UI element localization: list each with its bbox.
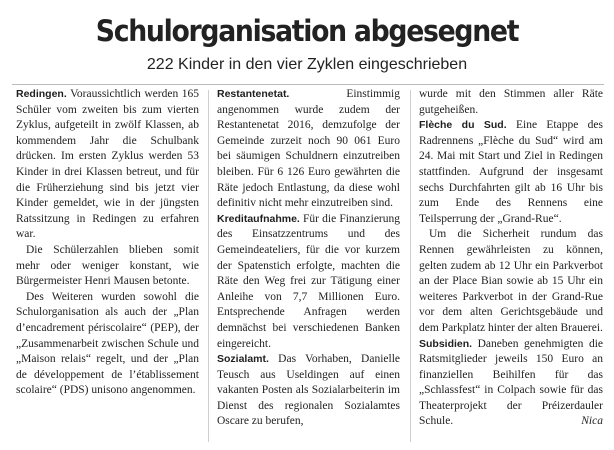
paragraph <box>217 212 400 352</box>
header-divider <box>12 84 604 85</box>
section-kicker: Flèche du Sud. <box>419 119 507 132</box>
dateline: Redingen. <box>16 88 67 100</box>
paragraph: Die Schülerzahlen blieben somit mehr oder weniger konstant, wie Bürgermeister Henri Mausen betonte. <box>16 243 199 288</box>
section-kicker: Subsidien. <box>419 337 473 350</box>
author-signature: Nica <box>581 415 603 428</box>
paragraph: Um die Sicherheit rundum das Rennen gewährleisten zu können, gelten zudem ab 12 Uhr ein Parkverbot an der Place Bian sowie ab 15 Uhr ein weiteres Parkverbot in der Grand-Rue vor dem alten Gerichtsgebäude und dem Parkplatz hinter der alten Brauerei. <box>419 228 603 334</box>
column-divider <box>208 90 209 442</box>
paragraph <box>217 352 400 430</box>
paragraph: Des Weiteren wurden sowohl die Schulorganisation als auch der „Plan d’encadrement périscolaire“ (PEP), der „Zusammenarbeit zwischen Schule und „Maison relais“ regelt, und der „Plan de développement de l’établissement scolaire“ (PDS) unisono angenommen. <box>16 290 199 397</box>
paragraph-text: Einstimmig angenommen wurde zudem der Restantenetat 2016, demzufolge der Gemeinde zurzeit noch 90 061 Euro bei säumigen Schuldnern einzutreiben bleiben. Für 6 126 Euro gewährten die Räte jedoch Entlastung, da diese wohl definitiv nicht mehr einzutreiben sind. <box>217 88 400 210</box>
paragraph-text: Voraussichtlich werden 165 Schüler vom zweiten bis zum vierten Zyklus, aufgeteilt in zwölf Klassen, ab kommendem Jahr die Schulbank drücken. Im ersten Zyklus werden 53 Kinder in drei Klassen betreut, und für die Früherziehung sind bis jetzt vier Kinder gemeldet, wie in der jüngsten Ratssitzung in Redingen zu erfahren war. <box>16 88 199 241</box>
column-divider <box>410 90 411 442</box>
column-1 <box>16 87 199 447</box>
paragraph-text: Für die Finanzierung des Einsatzzentrums und des Gemeindeateliers, für die vor kurzem der Spatenstich erfolgte, machten die Räte den Weg frei zur Tätigung einer Anleihe von 7,7 Millionen Euro. Entsprechende Anfragen werden demnächst bei verschiedenen Banken eingereicht. <box>217 212 400 350</box>
column-3 <box>419 87 603 447</box>
paragraph <box>419 337 603 431</box>
paragraph-text: Das Vorhaben, Danielle Teusch aus Useldingen auf einen vakanten Posten als Sozialarbeiterin im Dienst des regionalen Sozialamtes Oscare zu berufen, <box>217 353 400 428</box>
headline: Schulorganisation abgesegnet <box>95 14 519 48</box>
paragraph <box>217 87 400 212</box>
paragraph <box>16 87 199 243</box>
section-kicker: Kreditaufnahme. <box>217 212 300 225</box>
section-kicker: Sozialamt. <box>217 353 269 366</box>
section-kicker: Restantenetat. <box>217 88 290 100</box>
paragraph-text: Eine Etappe des Radrennens „Flèche du Sud“ wird am 24. Mai mit Start und Ziel in Redingen stattfinden. Aufgrund der insgesamt sechs Durchfahrten gilt ab 16 Uhr bis zum Ende des Rennens eine Teilsperrung der „Grand-Rue“. <box>419 119 603 225</box>
subheadline: 222 Kinder in den vier Zyklen eingeschrieben <box>146 56 468 73</box>
paragraph <box>419 118 603 227</box>
column-2 <box>217 87 400 447</box>
paragraph-text: Daneben genehmigten die Ratsmitglieder jeweils 150 Euro an finanziellen Beihilfen für das „Schlassfest“ in Colpach sowie für das Theaterprojekt der Préizerdauler Schule. <box>419 337 603 428</box>
paragraph: wurde mit den Stimmen aller Räte gutgeheißen. <box>419 88 603 116</box>
